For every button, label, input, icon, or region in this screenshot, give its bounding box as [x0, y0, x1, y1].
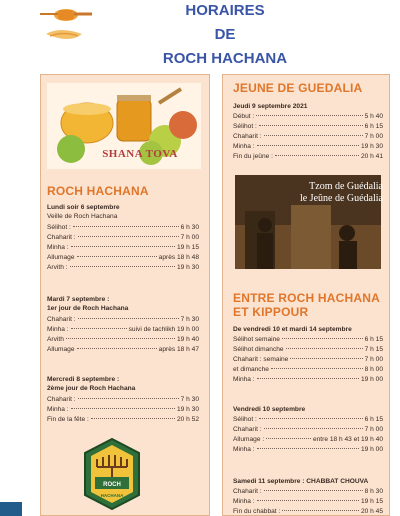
- r-day2-heading: De vendredi 10 et mardi 14 septembre: [233, 326, 352, 333]
- left-day2-row-1: Chaharit : 7 h 30: [47, 316, 199, 323]
- right-day1-row-1: Début : 5 h 40: [233, 113, 383, 120]
- day1-heading: Lundi soir 6 septembre: [47, 204, 120, 211]
- left-day2-row-3: Arvith 19 h 40: [47, 336, 199, 343]
- svg-text:ROCH: ROCH: [103, 482, 121, 488]
- entre-title-2: ET KIPPOUR: [233, 305, 309, 319]
- corner-tab: [0, 502, 22, 516]
- right-day1-row-2: Sélihot : 6 h 15: [233, 123, 383, 130]
- right-day2-row-2: Sélihot dimanche 7 h 15: [233, 346, 383, 353]
- title-line-3: ROCH HACHANA: [162, 50, 288, 67]
- right-day4-row-3: Fin du chabbat : 20 h 45: [233, 508, 383, 515]
- roch-hachana-column: [40, 74, 210, 516]
- left-day3-row-2: Minha : 19 h 30: [47, 406, 199, 413]
- left-day2-row-2: Minha : suivi de tachlikh 19 h 00: [47, 326, 199, 333]
- right-day2-row-4: et dimanche 8 h 00: [233, 366, 383, 373]
- left-day1-row-4: Allumage après 18 h 48: [47, 254, 199, 261]
- day3-heading-2: 2ème jour de Roch Hachana: [47, 385, 136, 392]
- right-day2-row-5: Minha : 19 h 00: [233, 376, 383, 383]
- day2-heading: Mardi 7 septembre :: [47, 296, 110, 303]
- r-day3-heading: Vendredi 10 septembre: [233, 406, 306, 413]
- shana-tova-label: SHANA TOVA: [102, 148, 178, 160]
- right-day2-row-1: Sélihot semaine 6 h 15: [233, 336, 383, 343]
- right-day4-row-1: Chaharit : 8 h 30: [233, 488, 383, 495]
- right-day3-row-3: Allumage : entre 18 h 43 et 19 h 40: [233, 436, 383, 443]
- honey-dipper-icon: [36, 4, 96, 48]
- r-day4-heading: Samedi 11 septembre : CHABBAT CHOUVA: [233, 478, 369, 485]
- tzom-line-2: le Jeûne de Guédalia: [299, 193, 383, 204]
- right-day2-row-3: Chaharit : semaine 7 h 00: [233, 356, 383, 363]
- entre-title-1: ENTRE ROCH HACHANA: [233, 291, 380, 305]
- svg-text:HACHANA: HACHANA: [100, 493, 124, 498]
- jeune-guedalia-title: JEUNE DE GUEDALIA: [233, 81, 363, 95]
- r-day1-heading: Jeudi 9 septembre 2021: [233, 103, 308, 110]
- left-day1-row-3: Minha : 19 h 15: [47, 244, 199, 251]
- left-day3-row-3: Fin de la fête : 20 h 52: [47, 416, 199, 423]
- day3-heading: Mercredi 8 septembre :: [47, 376, 120, 383]
- right-day3-row-2: Chaharit : 7 h 00: [233, 426, 383, 433]
- right-day1-row-5: Fin du jeûne : 20 h 41: [233, 153, 383, 160]
- day2-heading-2: 1er jour de Roch Hachana: [47, 305, 129, 312]
- right-day1-row-3: Chaharit : 7 h 00: [233, 133, 383, 140]
- right-day3-row-4: Minha : 19 h 00: [233, 446, 383, 453]
- left-day2-row-4: Allumage après 18 h 47: [47, 346, 199, 353]
- left-day3-row-1: Chaharit : 7 h 30: [47, 396, 199, 403]
- left-day1-row-2: Chaharit : 7 h 00: [47, 234, 199, 241]
- right-day3-row-1: Sélihot : 6 h 15: [233, 416, 383, 423]
- right-day4-row-2: Minha : 19 h 15: [233, 498, 383, 505]
- roch-hachana-title: ROCH HACHANA: [47, 184, 149, 198]
- title-line-2: DE: [214, 26, 236, 43]
- left-day1-row-5: Arvith : 19 h 30: [47, 264, 199, 271]
- day1-subheading: Veille de Roch Hachana: [47, 213, 118, 220]
- jeune-guedalia-column: [222, 74, 390, 516]
- right-day1-row-4: Minha : 19 h 30: [233, 143, 383, 150]
- title-line-1: HORAIRES: [185, 2, 265, 19]
- tzom-line-1: Tzom de Guédalia: [309, 181, 383, 192]
- roch-hachana-logo-icon: [81, 437, 143, 511]
- left-day1-row-1: Sélihot : 6 h 30: [47, 224, 199, 231]
